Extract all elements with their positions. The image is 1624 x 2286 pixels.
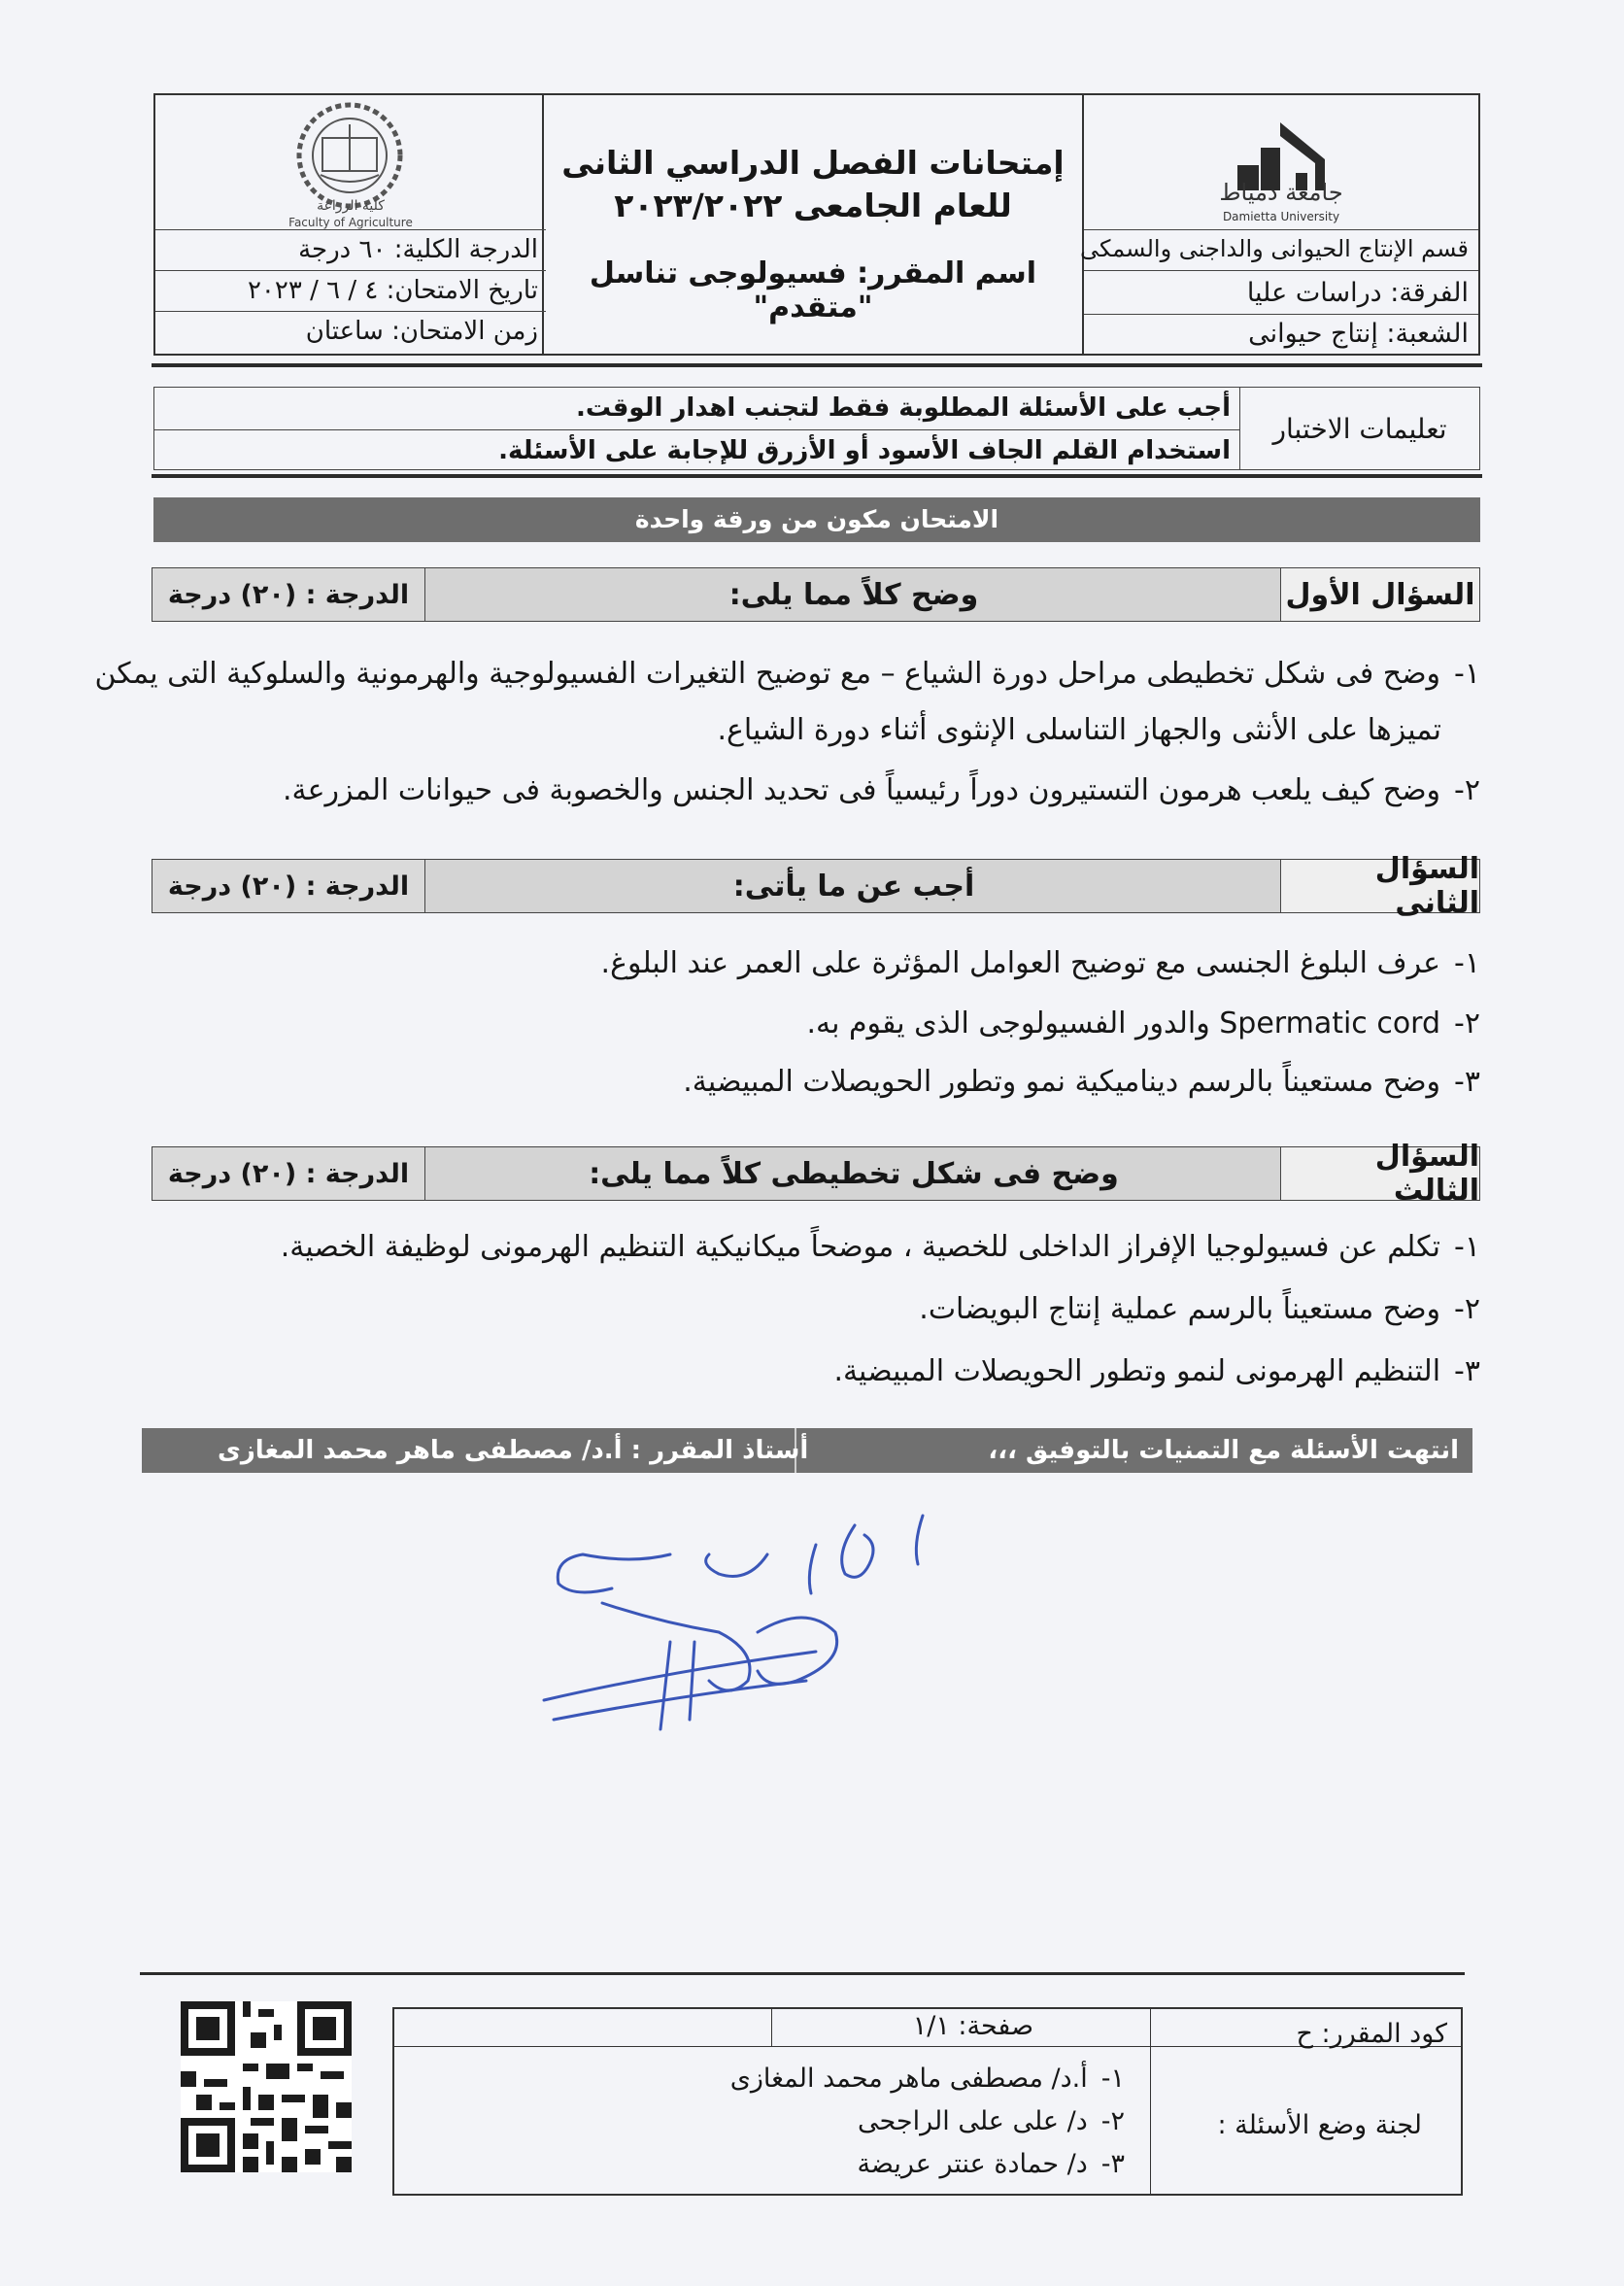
item-number: ١- <box>1454 657 1480 691</box>
handwritten-signature <box>524 1486 952 1749</box>
question-2-header <box>152 852 1480 920</box>
item-text: عرف البلوغ الجنسى مع توضيح العوامل المؤثرة على العمر عند البلوغ. <box>600 946 1441 980</box>
question-1-item-1 <box>94 657 1480 691</box>
item-number: ٣- <box>1454 1065 1480 1099</box>
total-grade: الدرجة الكلية: ٦٠ درجة <box>298 235 538 264</box>
instruction-line-1: أجب على الأسئلة المطلوبة فقط لتجنب اهدار الوقت. <box>576 393 1231 423</box>
exam-title-line2: للعام الجامعى ٢٠٢٣/٢٠٢٢ <box>614 187 1012 224</box>
question-2-item-1 <box>601 946 1480 980</box>
header-left-column <box>155 95 546 354</box>
department: قسم الإنتاج الحيوانى والداجنى والسمكى <box>1080 235 1469 262</box>
member-name: د/ على على الراجحى <box>858 2106 1088 2136</box>
level: الفرقة: دراسات عليا <box>1246 278 1469 308</box>
course-instructor: أستاذ المقرر : أ.د/ مصطفى ماهر محمد المغازى <box>218 1436 809 1465</box>
footer-divider <box>140 1972 1465 1975</box>
instructions-divider <box>152 474 1482 478</box>
division: الشعبة: إنتاج حيوانى <box>1248 319 1469 349</box>
question-2-item-3 <box>683 1065 1480 1099</box>
header-middle-column <box>542 95 1082 354</box>
course-name: اسم المقرر: فسيولوجى تناسل "متقدم" <box>589 256 1037 324</box>
question-1-task: وضح كلاً مما يلى: <box>728 577 979 612</box>
committee-member-1 <box>730 2064 1125 2094</box>
member-name: أ.د/ مصطفى ماهر محمد المغازى <box>729 2064 1088 2094</box>
item-number: ٢- <box>1454 1292 1480 1326</box>
item-text: التنظيم الهرمونى لنمو وتطور الحويصلات المبيضية. <box>833 1354 1441 1388</box>
university-name-ar: جامعة دمياط <box>1219 179 1343 206</box>
header-divider <box>152 363 1482 367</box>
committee-member-2 <box>858 2106 1125 2136</box>
question-1-item-1-cont: تميزها على الأنثى والجهاز التناسلى الإنثوى أثناء دورة الشياع. <box>717 713 1441 747</box>
item-text: وضح فى شكل تخطيطى مراحل دورة الشياع – مع توضيح التغيرات الفسيولوجية والهرمونية والسلوكية التى يمكن <box>94 657 1441 691</box>
question-1-grade: الدرجة : (٢٠) درجة <box>152 568 425 621</box>
question-3-item-2 <box>919 1292 1480 1326</box>
question-3-task: وضح فى شكل تخطيطى كلاً مما يلى: <box>589 1156 1119 1191</box>
instruction-line-2: استخدام القلم الجاف الأسود أو الأزرق للإجابة على الأسئلة. <box>154 429 1240 471</box>
exam-header <box>153 93 1480 356</box>
item-text: وضح مستعيناً بالرسم ديناميكية نمو وتطور الحويصلات المبيضية. <box>683 1065 1441 1099</box>
item-text: وضح مستعيناً بالرسم عملية إنتاج البويضات. <box>919 1292 1441 1326</box>
question-3-grade: الدرجة : (٢٠) درجة <box>152 1147 425 1200</box>
exam-duration: زمن الامتحان: ساعتان <box>305 317 538 346</box>
exam-date: تاريخ الامتحان: ٤ / ٦ / ٢٠٢٣ <box>247 276 538 305</box>
question-2-item-2 <box>806 1007 1480 1041</box>
item-text: وضح كيف يلعب هرمون التستيرون دوراً رئيسياً فى تحديد الجنس والخصوبة فى حيوانات المزرعة. <box>282 773 1441 807</box>
item-number: ٣- <box>1100 2149 1125 2179</box>
item-number: ٣- <box>1454 1354 1480 1388</box>
committee-member-3 <box>857 2149 1125 2179</box>
footer-box <box>392 2007 1463 2196</box>
item-text: Spermatic cord والدور الفسيولوجى الذى يقوم به. <box>806 1007 1441 1041</box>
item-number: ٢- <box>1100 2106 1125 2136</box>
question-1-item-2 <box>283 773 1480 807</box>
qr-code-icon <box>181 2001 352 2172</box>
question-3-item-3 <box>833 1354 1480 1388</box>
closing-wishes: انتهت الأسئلة مع التمنيات بالتوفيق ،،، <box>988 1436 1459 1465</box>
item-number: ٢- <box>1454 1007 1480 1041</box>
item-number: ١- <box>1100 2064 1125 2094</box>
question-3-header <box>152 1140 1480 1208</box>
question-1-header <box>152 567 1480 622</box>
instructions-box <box>153 387 1480 470</box>
question-3-item-1 <box>281 1230 1480 1264</box>
question-2-task: أجب عن ما يأتى: <box>732 869 975 904</box>
instructions-label: تعليمات الاختبار <box>1239 388 1479 469</box>
question-2-label: السؤال الثانى <box>1280 860 1479 912</box>
faculty-name-ar: كلية الزراعة <box>317 198 385 214</box>
course-code: كود المقرر: ح <box>1296 2019 1447 2049</box>
item-text: تكلم عن فسيولوجيا الإفراز الداخلى للخصية ، موضحاً ميكانيكية التنظيم الهرمونى لوظيفة الخصية. <box>280 1230 1441 1264</box>
page-number: صفحة: ١/١ <box>912 2011 1033 2041</box>
exam-title-line1: إمتحانات الفصل الدراسي الثانى <box>561 144 1065 182</box>
header-right-column <box>1082 95 1478 354</box>
item-number: ١- <box>1454 946 1480 980</box>
question-1-label: السؤال الأول <box>1280 568 1479 621</box>
exam-banner: الامتحان مكون من ورقة واحدة <box>153 497 1480 542</box>
faculty-name-en: Faculty of Agriculture <box>288 216 413 229</box>
item-number: ٢- <box>1454 773 1480 807</box>
university-name-en: Damietta University <box>1222 210 1340 223</box>
closing-bar <box>142 1428 1472 1473</box>
question-3-label: السؤال الثالث <box>1280 1147 1479 1200</box>
committee-label: لجنة وضع الأسئلة : <box>1217 2110 1422 2140</box>
item-number: ١- <box>1454 1230 1480 1264</box>
member-name: د/ حمادة عنتر عريضة <box>857 2149 1088 2179</box>
question-2-grade: الدرجة : (٢٠) درجة <box>152 860 425 912</box>
